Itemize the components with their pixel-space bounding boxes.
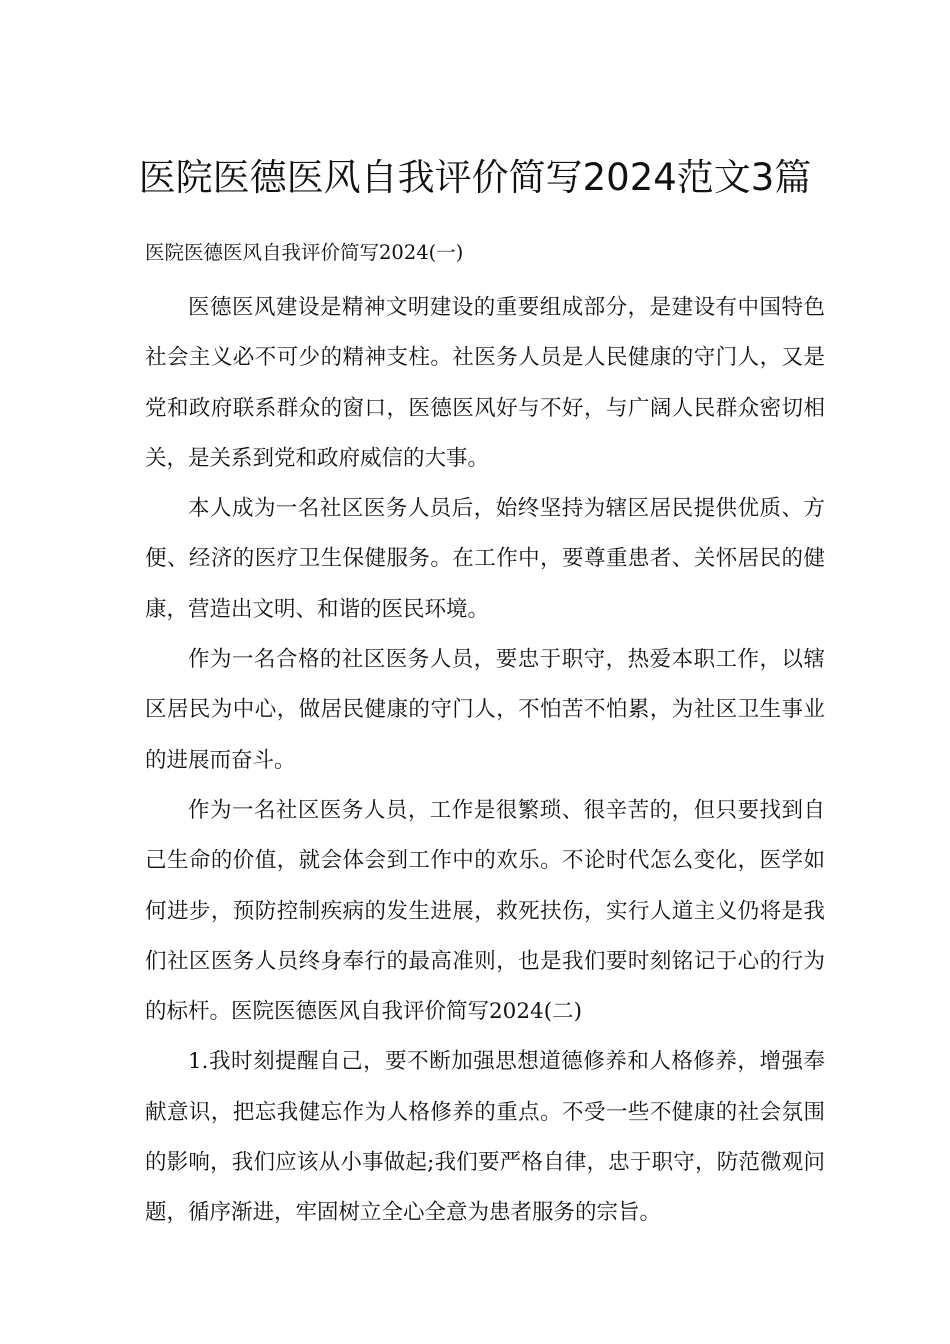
paragraph: 医德医风建设是精神文明建设的重要组成部分，是建设有中国特色社会主义必不可少的精神支柱。社医务人员是人民健康的守门人，又是党和政府联系群众的窗口，医德医风好与不好，与广阔人民群众密切相关，是关系到党和政府威信的大事。: [145, 295, 825, 471]
document-title: 医院医德医风自我评价简写2024范文3篇: [138, 155, 812, 199]
paragraph: 作为一名社区医务人员，工作是很繁琐、很辛苦的，但只要找到自己生命的价值，就会体会到工作中的欢乐。不论时代怎么变化，医学如何进步，预防控制疾病的发生进展，救死扶伤，实行人道主义仍将是我们社区医务人员终身奉行的最高准则，也是我们要时刻铭记于心的行为的标杆。医院医德医风自我评价简写2024(二): [145, 797, 825, 1025]
paragraph: 作为一名合格的社区医务人员，要忠于职守，热爱本职工作，以辖区居民为中心，做居民健康的守门人，不怕苦不怕累，为社区卫生事业的进展而奋斗。: [145, 647, 825, 773]
paragraph: 1.我时刻提醒自己，要不断加强思想道德修养和人格修养，增强奉献意识，把忘我健忘作为人格修养的重点。不受一些不健康的社会氛围的影响，我们应该从小事做起;我们要严格自律，忠于职守，防范微观问题，循序渐进，牢固树立全心全意为患者服务的宗旨。: [145, 1049, 825, 1226]
paragraph: 本人成为一名社区医务人员后，始终坚持为辖区居民提供优质、方便、经济的医疗卫生保健服务。在工作中，要尊重患者、关怀居民的健康，营造出文明、和谐的医民环境。: [145, 496, 825, 622]
section-heading: 医院医德医风自我评价简写2024(一): [145, 241, 464, 264]
body-text: [145, 283, 825, 1239]
